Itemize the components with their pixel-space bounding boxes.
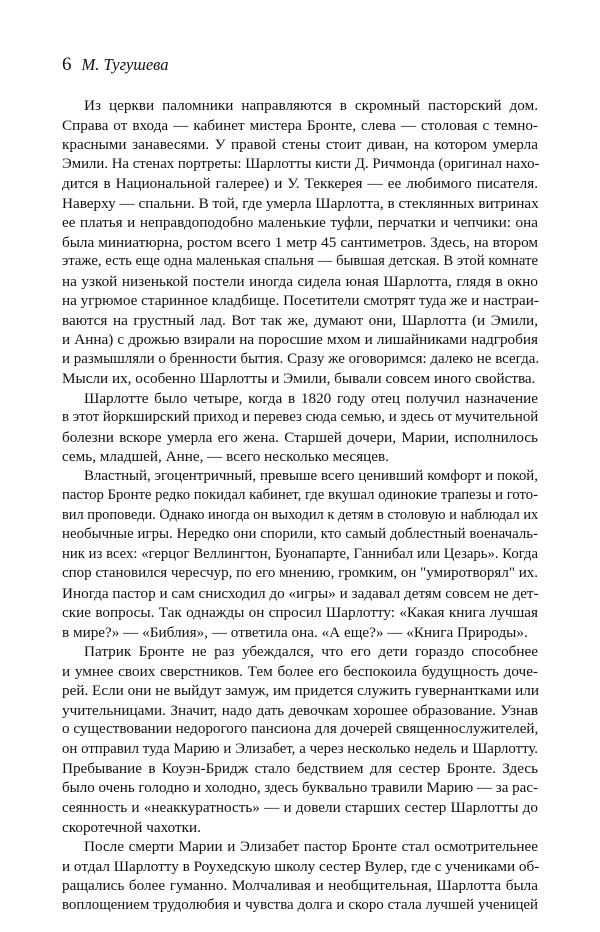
text-line: он отправил туда Марию и Элизабет, а через несколько недель и Шарлотту. bbox=[62, 740, 538, 757]
text-line: учительницами. Значит, надо дать девочкам хорошее образование. Узнав bbox=[62, 701, 538, 719]
text-line: пастор Бронте редко покидал кабинет, где вкушал одинокие трапезы и гото- bbox=[62, 487, 538, 503]
text-line: ские вопросы. Так однажды он спросил Шарлотту: «Какая книга лучшая bbox=[62, 604, 538, 621]
paragraph bbox=[62, 642, 538, 837]
text-line: Наверху — спальни. В той, где умерла Шарлотта, в стеклянных витринах bbox=[62, 194, 539, 212]
text-line: воплощением трудолюбия и чувства долга и скоро стала лучшей ученицей bbox=[62, 896, 538, 913]
text-line: было очень голодно и холодно, здесь буквально травили Марию — за рас- bbox=[62, 779, 538, 796]
text-line: на угрюмое старинное кладбище. Посетители смотрят туда же и настраи- bbox=[62, 292, 539, 309]
text-line: о существовании недорогого пансиона для дочерей священнослужителей, bbox=[62, 721, 539, 737]
text-line: спор становился чересчур, по его мнению, громким, он "умиротворял" их. bbox=[62, 565, 538, 581]
text-line: Властный, эгоцентричный, превыше всего ценивший комфорт и покой, bbox=[84, 467, 538, 484]
text-line: и размышляли о бренности бытия. Сразу же оговоримся: далеко не всегда. bbox=[62, 350, 540, 367]
text-line: болезни вскоре умерла его жена. Старшей дочери, Марии, исполнилось bbox=[62, 428, 538, 446]
text-line: и отдал Шарлотту в Роухедскую школу сестер Вулер, где с учениками об- bbox=[62, 857, 540, 875]
text-line: ник из всех: «герцог Веллингтон, Буонапарте, Ганнибал или Цезарь». Когда bbox=[62, 545, 538, 562]
text-line: ее платья и неправдоподобно маленькие туфли, перчатки и чепчики: она bbox=[62, 214, 538, 231]
text-line: семь, младшей, Анне, — всего несколько месяцев. bbox=[62, 448, 389, 465]
text-line: Справа от входа — кабинет мистера Бронте, слева — столовая с темно- bbox=[62, 116, 538, 134]
text-line: скоротечной чахотки. bbox=[62, 818, 201, 836]
page-number: 6 bbox=[62, 54, 72, 75]
paragraph bbox=[62, 96, 538, 389]
text-line: Эмили. На стенах портреты: Шарлотты кисти Д. Ричмонда (оригинал нахо- bbox=[62, 155, 540, 172]
text-line: Мысли их, особенно Шарлотты и Эмили, бывали совсем иного свойства. bbox=[62, 370, 536, 387]
text-line: ваются на грустный лад. Вот так же, думают они, Шарлотта (и Эмили, bbox=[62, 311, 538, 329]
running-head bbox=[62, 54, 168, 76]
paragraph bbox=[62, 837, 538, 915]
text-line: на узкой низенькой постели иногда сидела юная Шарлотта, глядя в окно bbox=[62, 272, 538, 290]
text-line: этаже, есть еще одна маленькая спальня — бывшая детская. В этой комнате bbox=[62, 253, 538, 269]
text-line: Из церкви паломники направляются в скромный пасторский дом. bbox=[84, 97, 538, 114]
text-line: После смерти Марии и Элизабет пастор Бронте стал осмотрительнее bbox=[84, 838, 538, 855]
text-line: в мире?» — «Библия», — ответила она. «А еще?» — «Книга Природы». bbox=[62, 623, 528, 641]
running-head-author: М. Тугушева bbox=[81, 55, 169, 74]
paragraph bbox=[62, 467, 538, 643]
text-line: красными занавесями. У правой стены стоит диван, на котором умерла bbox=[62, 136, 538, 153]
body-text bbox=[62, 96, 538, 915]
text-line: Шарлотте было четыре, когда в 1820 году отец получил назначение bbox=[84, 389, 538, 407]
text-line: была миниатюрна, ростом всего 1 метр 45 сантиметров. Здесь, на втором bbox=[62, 233, 538, 251]
text-line: рей. Если они не выйдут замуж, им придется служить гувернантками или bbox=[62, 682, 540, 699]
text-line: в этот йоркширский приход и перевез сюда семью, и здесь от мучительной bbox=[62, 409, 539, 425]
text-line: ращались более гуманно. Молчаливая и необщительная, Шарлотта была bbox=[62, 877, 538, 894]
text-line: необычные игры. Нередко они спорили, кто самый доблестный военачаль- bbox=[62, 526, 538, 542]
text-line: и Анна) с дрожью взирали на поросшие мхом и лишайниками надгробия bbox=[62, 331, 538, 348]
text-line: и умнее своих сверстников. Тем более его беспокоила будущность доче- bbox=[62, 662, 538, 680]
text-line: вил проповеди. Однако иногда он выходил к детям в столовую и наблюдал их bbox=[62, 506, 539, 523]
text-line: сеянность и «неаккуратность» — и довели старших сестер Шарлотты до bbox=[62, 799, 538, 816]
paragraph bbox=[62, 389, 538, 467]
text-line: Пребывание в Коуэн-Бридж стало бедствием для сестер Бронте. Здесь bbox=[62, 760, 538, 777]
text-line: дится в Национальной галерее) и У. Теккерея — ее любимого писателя. bbox=[62, 175, 538, 192]
text-line: Патрик Бронте не раз убеждался, что его дети гораздо способнее bbox=[84, 643, 538, 660]
text-line: Иногда пастор и сам снисходил до «игры» и задавал детям совсем не дет- bbox=[62, 584, 539, 602]
